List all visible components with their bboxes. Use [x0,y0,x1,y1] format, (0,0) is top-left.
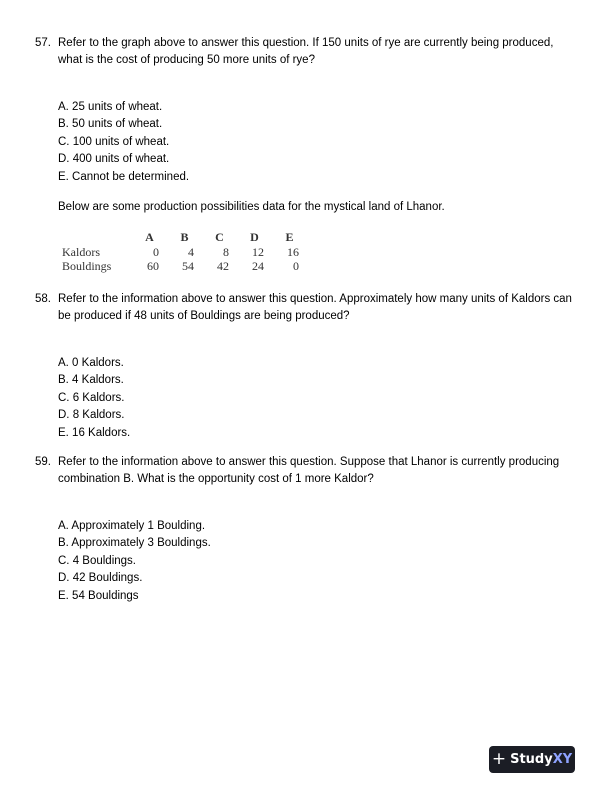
options-58 [58,355,130,442]
row-label: Bouldings [62,259,112,273]
option-a[interactable]: A. 0 Kaldors. [58,357,124,369]
question-text: Refer to the information above to answer this question. Suppose that Lhanor is currently producing combination B. What is the opportunity cost of 1 more Kaldor? [58,456,560,485]
logo-suffix: XY [552,752,573,767]
question-text: Refer to the graph above to answer this question. If 150 units of rye are currently being produced, what is the cost of producing 50 more units of rye? [58,37,554,66]
production-table [62,230,307,274]
table-row [62,245,307,260]
option-b[interactable]: B. 50 units of wheat. [58,118,163,131]
question-number: 58. [35,293,51,305]
table-cell: 42 [217,259,229,273]
header-cell: D [250,230,259,244]
header-cell: B [180,230,189,244]
options-57 [58,99,189,186]
table-cell: 0 [293,259,299,273]
table-cell: 12 [252,244,264,259]
option-c[interactable]: C. 4 Bouldings. [58,554,136,567]
table-cell: 8 [223,244,229,259]
option-d[interactable]: D. 42 Bouldings. [58,572,143,585]
option-a[interactable]: A. 25 units of wheat. [58,101,163,113]
options-59 [58,518,211,605]
table-cell: 24 [252,259,264,273]
option-e[interactable]: E. 54 Bouldings [58,589,139,602]
question-number: 57. [35,37,51,49]
option-b[interactable]: B. Approximately 3 Bouldings. [58,537,211,550]
question-57 [35,35,580,69]
header-cell: C [215,230,224,244]
option-e[interactable]: E. Cannot be determined. [58,170,190,183]
option-c[interactable]: C. 100 units of wheat. [58,135,170,148]
table-cell: 60 [147,259,159,273]
table-cell: 54 [182,259,194,273]
studyxy-logo [489,746,575,773]
question-text: Refer to the information above to answer this question. Approximately how many units of Kaldors can be produced if 48 units of Bouldings are being produced? [58,293,572,322]
question-59 [35,454,580,488]
table-row [62,259,307,274]
intro-text: Below are some production possibilities data for the mystical land of Lhanor. [58,201,445,213]
option-a[interactable]: A. Approximately 1 Boulding. [58,520,206,532]
plus-icon: + [491,749,507,769]
option-c[interactable]: C. 6 Kaldors. [58,391,125,404]
table-cell: 0 [153,244,159,259]
option-b[interactable]: B. 4 Kaldors. [58,374,124,387]
row-label: Kaldors [62,244,100,259]
table-cell: 4 [188,244,194,259]
option-e[interactable]: E. 16 Kaldors. [58,426,131,439]
header-cell: A [145,230,154,244]
option-d[interactable]: D. 8 Kaldors. [58,409,125,422]
logo-prefix: Study [510,752,553,767]
question-58 [35,291,580,325]
question-number: 59. [35,456,51,468]
table-cell: 16 [287,244,299,259]
table-header-row [62,230,307,245]
header-cell: E [285,230,294,244]
option-d[interactable]: D. 400 units of wheat. [58,153,170,166]
